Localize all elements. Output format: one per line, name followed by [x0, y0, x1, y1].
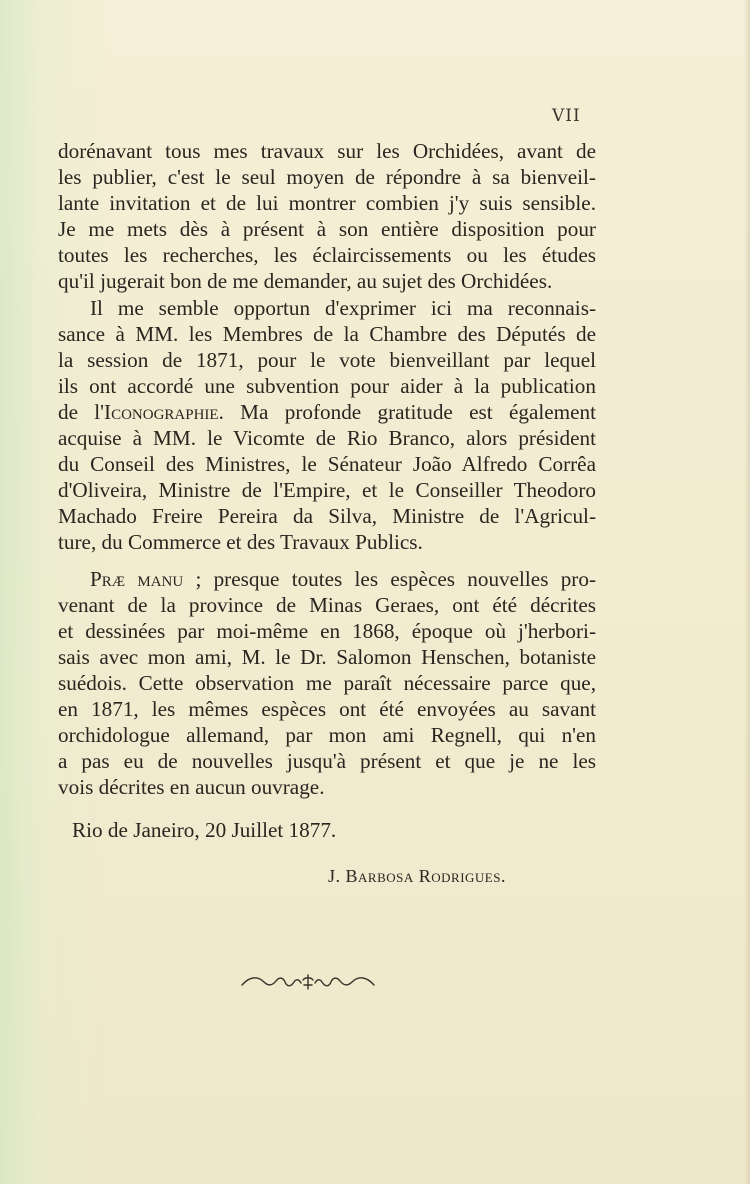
text-line: la session de 1871, pour le vote bienveillant par lequel: [58, 347, 596, 372]
text-line: a pas eu de nouvelles jusqu'à présent et que je ne les: [58, 749, 596, 774]
text-line: dorénavant tous mes travaux sur les Orchidées, avant de: [58, 139, 596, 163]
body-text: [58, 138, 596, 800]
text-line: ils ont accordé une subvention pour aider à la publication: [58, 373, 596, 398]
text-line: sance à MM. les Membres de la Chambre des Députés de: [58, 321, 596, 346]
paragraph-gap: [58, 556, 596, 566]
page-number: VII: [552, 106, 581, 126]
text-line: [58, 399, 596, 425]
dateline: Rio de Janeiro, 20 Juillet 1877.: [72, 818, 337, 842]
text-line: lante invitation et de lui montrer combien j'y suis sensible.: [58, 191, 596, 216]
text-line: en 1871, les mêmes espèces ont été envoyées au savant: [58, 696, 596, 721]
text-line: et dessinées par moi-même en 1868, époque où j'herbori-: [58, 618, 596, 643]
text-line: suédois. Cette observation me paraît nécessaire parce que,: [58, 670, 596, 695]
author-signature: J. Barbosa Rodrigues.: [328, 866, 506, 886]
latin-phrase-smallcaps: Præ manu: [90, 566, 184, 591]
text-line: Il me semble opportun d'exprimer ici ma reconnais-: [90, 295, 596, 320]
text-line: Je me mets dès à présent à son entière disposition pour: [58, 217, 596, 242]
text-line: du Conseil des Ministres, le Sénateur João Alfredo Corrêa: [58, 452, 596, 477]
text-line: toutes les recherches, les éclaircissements ou les études: [58, 243, 596, 268]
book-title-smallcaps: Iconographie: [104, 399, 219, 424]
text-fragment: ; presque toutes les espèces nouvelles pro-: [183, 566, 596, 591]
fleuron-ornament-icon: [238, 968, 378, 994]
text-line: sais avec mon ami, M. le Dr. Salomon Henschen, botaniste: [58, 644, 596, 669]
text-line: qu'il jugerait bon de me demander, au sujet des Orchidées.: [58, 269, 553, 294]
text-line: [58, 566, 596, 592]
text-line: ture, du Commerce et des Travaux Publics.: [58, 530, 423, 555]
text-line: vois décrites en aucun ouvrage.: [58, 775, 325, 800]
text-line: venant de la province de Minas Geraes, ont été décrites: [58, 592, 596, 617]
text-line: orchidologue allemand, par mon ami Regnell, qui n'en: [58, 723, 596, 748]
text-line: les publier, c'est le seul moyen de répondre à sa bienveil-: [58, 165, 596, 190]
text-line: d'Oliveira, Ministre de l'Empire, et le Conseiller Theodoro: [58, 478, 596, 503]
text-line: acquise à MM. le Vicomte de Rio Branco, alors président: [58, 426, 596, 451]
text-fragment: de l': [58, 399, 105, 424]
text-line: Machado Freire Pereira da Silva, Ministre de l'Agricul-: [58, 504, 596, 529]
text-fragment: . Ma profonde gratitude est également: [218, 399, 597, 424]
page-edge-shadow: [744, 0, 750, 1184]
